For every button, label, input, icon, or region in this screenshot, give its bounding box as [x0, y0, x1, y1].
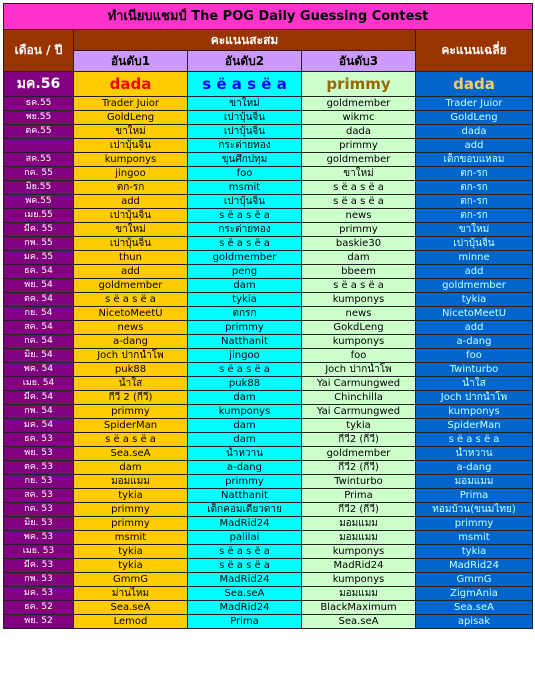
rank1-cell: tykia	[74, 545, 188, 559]
month-cell: กพ. 53	[4, 573, 74, 587]
table-title: ทำเนียบแชมป์ The POG Daily Guessing Contest	[4, 4, 533, 30]
rank3-cell: กีวี2 (กีวี)	[302, 433, 416, 447]
month-cell	[4, 139, 74, 153]
rank3-cell: มอมแมม	[302, 517, 416, 531]
rank2-cell: เปาบุ้นจิ้น	[188, 111, 302, 125]
rank1-cell: goldmember	[74, 279, 188, 293]
rank1-cell: kumponys	[74, 153, 188, 167]
table-row	[4, 559, 533, 573]
month-cell: กพ. 55	[4, 237, 74, 251]
average-cell: Prima	[416, 489, 533, 503]
month-cell: กค. 53	[4, 503, 74, 517]
month-cell: สค. 53	[4, 489, 74, 503]
table-row	[4, 377, 533, 391]
champions-table	[3, 3, 533, 629]
rank2-cell: a-dang	[188, 461, 302, 475]
month-cell: กค. 54	[4, 335, 74, 349]
rank2-cell: ขาใหม่	[188, 97, 302, 111]
month-cell: ธค. 52	[4, 601, 74, 615]
rank1-cell: tykia	[74, 489, 188, 503]
rank1-cell: puk88	[74, 363, 188, 377]
month-cell: มิย. 53	[4, 517, 74, 531]
rank3-cell: Sea.seA	[302, 615, 416, 629]
rank3-cell: news	[302, 209, 416, 223]
current-champion-row	[4, 72, 533, 97]
rank3-cell: BlackMaximum	[302, 601, 416, 615]
month-cell: มีค. 54	[4, 391, 74, 405]
average-cell: Joch ปากน้ำโพ	[416, 391, 533, 405]
rank1-cell: เปาบุ้นจิ้น	[74, 139, 188, 153]
rank3-cell: Twinturbo	[302, 475, 416, 489]
rank1-cell: มอมแมม	[74, 475, 188, 489]
month-cell: พย. 52	[4, 615, 74, 629]
average-cell: ตก-รก	[416, 167, 533, 181]
rank1-cell: ขาใหม่	[74, 223, 188, 237]
average-cell: dada	[416, 125, 533, 139]
rank3-cell: foo	[302, 349, 416, 363]
title-row	[4, 4, 533, 30]
rank3-cell: bbeem	[302, 265, 416, 279]
rank3-cell: s ë a s ë a	[302, 279, 416, 293]
table-row	[4, 573, 533, 587]
average-cell: ZigmAnia	[416, 587, 533, 601]
average-cell: tykia	[416, 545, 533, 559]
month-cell: กค. 55	[4, 167, 74, 181]
rank1-cell: Sea.seA	[74, 447, 188, 461]
rank2-cell: กระต่ายทอง	[188, 139, 302, 153]
rank2-cell: palilai	[188, 531, 302, 545]
rank3-cell: tykia	[302, 419, 416, 433]
rank2-cell: MadRid24	[188, 573, 302, 587]
rank3-cell: primmy	[302, 223, 416, 237]
rank2-cell: Natthanit	[188, 335, 302, 349]
month-year-header: เดือน / ปี	[4, 30, 74, 72]
rank2-cell: foo	[188, 167, 302, 181]
average-cell: a-dang	[416, 461, 533, 475]
rank3-cell: s ë a s ë a	[302, 181, 416, 195]
rank2-cell: เปาบุ้นจิ้น	[188, 125, 302, 139]
table-row	[4, 433, 533, 447]
average-cell: apisak	[416, 615, 533, 629]
rank1-cell: news	[74, 321, 188, 335]
average-cell: a-dang	[416, 335, 533, 349]
rank1-cell: msmit	[74, 531, 188, 545]
rank2-cell: s ë a s ë a	[188, 363, 302, 377]
rank3-cell: kumponys	[302, 573, 416, 587]
rank2-cell: MadRid24	[188, 517, 302, 531]
month-cell: ธค. 54	[4, 265, 74, 279]
rank3-cell: wikmc	[302, 111, 416, 125]
month-cell: มิย.55	[4, 181, 74, 195]
month-cell: สค. 54	[4, 321, 74, 335]
month-cell: เมย. 53	[4, 545, 74, 559]
month-cell: ตค. 53	[4, 461, 74, 475]
rank1-header: อันดับ1	[74, 51, 188, 72]
average-cell: NicetoMeetU	[416, 307, 533, 321]
rank2-cell: ตกรก	[188, 307, 302, 321]
rank1-cell: primmy	[74, 503, 188, 517]
month-cell: พย. 54	[4, 279, 74, 293]
average-cell: SpiderMan	[416, 419, 533, 433]
rank3-header: อันดับ3	[302, 51, 416, 72]
month-cell: สค.55	[4, 153, 74, 167]
table-row	[4, 615, 533, 629]
month-cell: ธค. 53	[4, 433, 74, 447]
month-cell: กย. 54	[4, 307, 74, 321]
average-cell: ทอมบ้วน(ขนมไทย)	[416, 503, 533, 517]
average-cell: add	[416, 321, 533, 335]
month-cell: มค. 53	[4, 587, 74, 601]
average-cell: s ë a s ë a	[416, 433, 533, 447]
average-cell: GoldLeng	[416, 111, 533, 125]
month-cell: มค. 54	[4, 419, 74, 433]
average-cell: ตก-รก	[416, 209, 533, 223]
table-row	[4, 307, 533, 321]
rank3-cell: kumponys	[302, 293, 416, 307]
rank2-cell: dam	[188, 419, 302, 433]
table-row	[4, 391, 533, 405]
average-cell: Sea.seA	[416, 601, 533, 615]
rank2-cell: ขุนศึกปทุม	[188, 153, 302, 167]
rank1-cell: dam	[74, 461, 188, 475]
table-row	[4, 447, 533, 461]
rank1-cell: tykia	[74, 559, 188, 573]
rank2-cell: เปาบุ้นจิ้น	[188, 195, 302, 209]
rank3-cell: kumponys	[302, 335, 416, 349]
rank2-cell: tykia	[188, 293, 302, 307]
average-cell: add	[416, 265, 533, 279]
rank3-cell: กีวี2 (กีวี)	[302, 461, 416, 475]
table-body	[4, 4, 533, 629]
rank3-cell: มอมแมม	[302, 587, 416, 601]
rank2-cell: น้ำหวาน	[188, 447, 302, 461]
table-row	[4, 405, 533, 419]
month-cell: เมย. 54	[4, 377, 74, 391]
rank2-cell: เด็กคอมเดียวดาย	[188, 503, 302, 517]
rank2-cell: dam	[188, 391, 302, 405]
rank1-cell: jingoo	[74, 167, 188, 181]
rank3-cell: กีวี2 (กีวี)	[302, 503, 416, 517]
table-row	[4, 167, 533, 181]
month-cell: กย. 53	[4, 475, 74, 489]
rank3-cell: Chinchilla	[302, 391, 416, 405]
rank2-cell: puk88	[188, 377, 302, 391]
average-header: คะแนนเฉลี่ย	[416, 30, 533, 72]
rank3-cell: MadRid24	[302, 559, 416, 573]
month-cell: พย.55	[4, 111, 74, 125]
rank1-cell: GmmG	[74, 573, 188, 587]
rank2-cell: primmy	[188, 321, 302, 335]
table-row	[4, 419, 533, 433]
month-cell: พค. 54	[4, 363, 74, 377]
table-row	[4, 461, 533, 475]
month-cell: กพ. 54	[4, 405, 74, 419]
table-row	[4, 153, 533, 167]
average-cell: GmmG	[416, 573, 533, 587]
rank3-cell: baskie30	[302, 237, 416, 251]
table-row	[4, 279, 533, 293]
rank3-cell: Yai Carmungwed	[302, 405, 416, 419]
month-cell: พค.55	[4, 195, 74, 209]
month-cell: มีค. 55	[4, 223, 74, 237]
average-cell: MadRid24	[416, 559, 533, 573]
month-cell: ตค.55	[4, 125, 74, 139]
rank3-cell: s ë a s ë a	[302, 195, 416, 209]
table-row	[4, 139, 533, 153]
average-cell: Twinturbo	[416, 363, 533, 377]
rank1-cell: ตก-รก	[74, 181, 188, 195]
average-cell: เด็กขอบแหลม	[416, 153, 533, 167]
rank1-cell: s ë a s ë a	[74, 293, 188, 307]
table-row	[4, 517, 533, 531]
average-cell: Trader Juior	[416, 97, 533, 111]
rank1-cell: เปาบุ้นจิ้น	[74, 209, 188, 223]
table-row	[4, 475, 533, 489]
rank3-cell: Prima	[302, 489, 416, 503]
rank3-cell: dada	[302, 125, 416, 139]
table-row	[4, 601, 533, 615]
rank2-cell: jingoo	[188, 349, 302, 363]
table-row	[4, 531, 533, 545]
average-cell: kumponys	[416, 405, 533, 419]
rank1-cell: thun	[74, 251, 188, 265]
average-cell: tykia	[416, 293, 533, 307]
rank2-cell: s ë a s ë a	[188, 559, 302, 573]
rank2-cell: dam	[188, 433, 302, 447]
average-cell: น้ำหวาน	[416, 447, 533, 461]
current-month: มค.56	[4, 72, 74, 97]
rank2-cell: MadRid24	[188, 601, 302, 615]
rank2-cell: msmit	[188, 181, 302, 195]
rank3-cell: kumponys	[302, 545, 416, 559]
rank1-cell: SpiderMan	[74, 419, 188, 433]
rank2-cell: Natthanit	[188, 489, 302, 503]
table-row	[4, 503, 533, 517]
average-cell: foo	[416, 349, 533, 363]
rank1-cell: Trader Juior	[74, 97, 188, 111]
rank1-cell: ขาใหม่	[74, 125, 188, 139]
rank2-cell: s ë a s ë a	[188, 545, 302, 559]
table-row	[4, 237, 533, 251]
rank1-cell: primmy	[74, 405, 188, 419]
average-cell: มอมแมม	[416, 475, 533, 489]
rank1-cell: a-dang	[74, 335, 188, 349]
current-rank3: primmy	[302, 72, 416, 97]
table-row	[4, 125, 533, 139]
rank3-cell: goldmember	[302, 447, 416, 461]
current-average: dada	[416, 72, 533, 97]
current-rank1: dada	[74, 72, 188, 97]
rank2-cell: s ë a s ë a	[188, 209, 302, 223]
rank2-cell: Prima	[188, 615, 302, 629]
table-row	[4, 251, 533, 265]
table-row	[4, 587, 533, 601]
table-row	[4, 223, 533, 237]
rank1-cell: GoldLeng	[74, 111, 188, 125]
rank2-cell: kumponys	[188, 405, 302, 419]
rank1-cell: NicetoMeetU	[74, 307, 188, 321]
rank1-cell: add	[74, 195, 188, 209]
average-cell: msmit	[416, 531, 533, 545]
header-row-1	[4, 30, 533, 51]
rank2-cell: peng	[188, 265, 302, 279]
table-row	[4, 265, 533, 279]
table-row	[4, 195, 533, 209]
average-cell: primmy	[416, 517, 533, 531]
rank3-cell: GokdLeng	[302, 321, 416, 335]
month-cell: ธค.55	[4, 97, 74, 111]
month-cell: ตค. 54	[4, 293, 74, 307]
rank2-header: อันดับ2	[188, 51, 302, 72]
average-cell: ขาใหม่	[416, 223, 533, 237]
average-cell: goldmember	[416, 279, 533, 293]
average-cell: ตก-รก	[416, 195, 533, 209]
average-cell: minne	[416, 251, 533, 265]
rank3-cell: มอมแมม	[302, 531, 416, 545]
rank2-cell: Sea.seA	[188, 587, 302, 601]
rank1-cell: add	[74, 265, 188, 279]
month-cell: เมย.55	[4, 209, 74, 223]
rank2-cell: dam	[188, 279, 302, 293]
table-row	[4, 293, 533, 307]
rank3-cell: news	[302, 307, 416, 321]
month-cell: พย. 53	[4, 447, 74, 461]
rank1-cell: Lemod	[74, 615, 188, 629]
rank3-cell: goldmember	[302, 97, 416, 111]
rank1-cell: กีวี 2 (กีวี)	[74, 391, 188, 405]
rank1-cell: Joch ปากน้ำโพ	[74, 349, 188, 363]
rank1-cell: เปาบุ้นจิ้น	[74, 237, 188, 251]
rank3-cell: Yai Carmungwed	[302, 377, 416, 391]
rank3-cell: goldmember	[302, 153, 416, 167]
table-row	[4, 545, 533, 559]
champions-table-container	[3, 3, 532, 629]
table-row	[4, 321, 533, 335]
table-row	[4, 209, 533, 223]
rank2-cell: กระต่ายทอง	[188, 223, 302, 237]
month-cell: มค. 55	[4, 251, 74, 265]
rank1-cell: primmy	[74, 517, 188, 531]
rank2-cell: goldmember	[188, 251, 302, 265]
average-cell: น้ำใส	[416, 377, 533, 391]
rank3-cell: ขาใหม่	[302, 167, 416, 181]
month-cell: มิย. 54	[4, 349, 74, 363]
current-rank2: s ë a s ë a	[188, 72, 302, 97]
table-row	[4, 335, 533, 349]
average-cell: add	[416, 139, 533, 153]
table-row	[4, 181, 533, 195]
table-row	[4, 111, 533, 125]
rank1-cell: s ë a s ë a	[74, 433, 188, 447]
table-row	[4, 97, 533, 111]
rank3-cell: primmy	[302, 139, 416, 153]
points-group-header: คะแนนสะสม	[74, 30, 416, 51]
rank1-cell: ม่านไหม	[74, 587, 188, 601]
average-cell: ตก-รก	[416, 181, 533, 195]
rank1-cell: Sea.seA	[74, 601, 188, 615]
table-row	[4, 489, 533, 503]
rank1-cell: น้ำใส	[74, 377, 188, 391]
month-cell: พค. 53	[4, 531, 74, 545]
average-cell: เปาบุ้นจิ้น	[416, 237, 533, 251]
rank2-cell: s ë a s ë a	[188, 237, 302, 251]
table-row	[4, 363, 533, 377]
month-cell: มีค. 53	[4, 559, 74, 573]
rank3-cell: dam	[302, 251, 416, 265]
table-row	[4, 349, 533, 363]
rank3-cell: Joch ปากน้ำโพ	[302, 363, 416, 377]
rank2-cell: primmy	[188, 475, 302, 489]
